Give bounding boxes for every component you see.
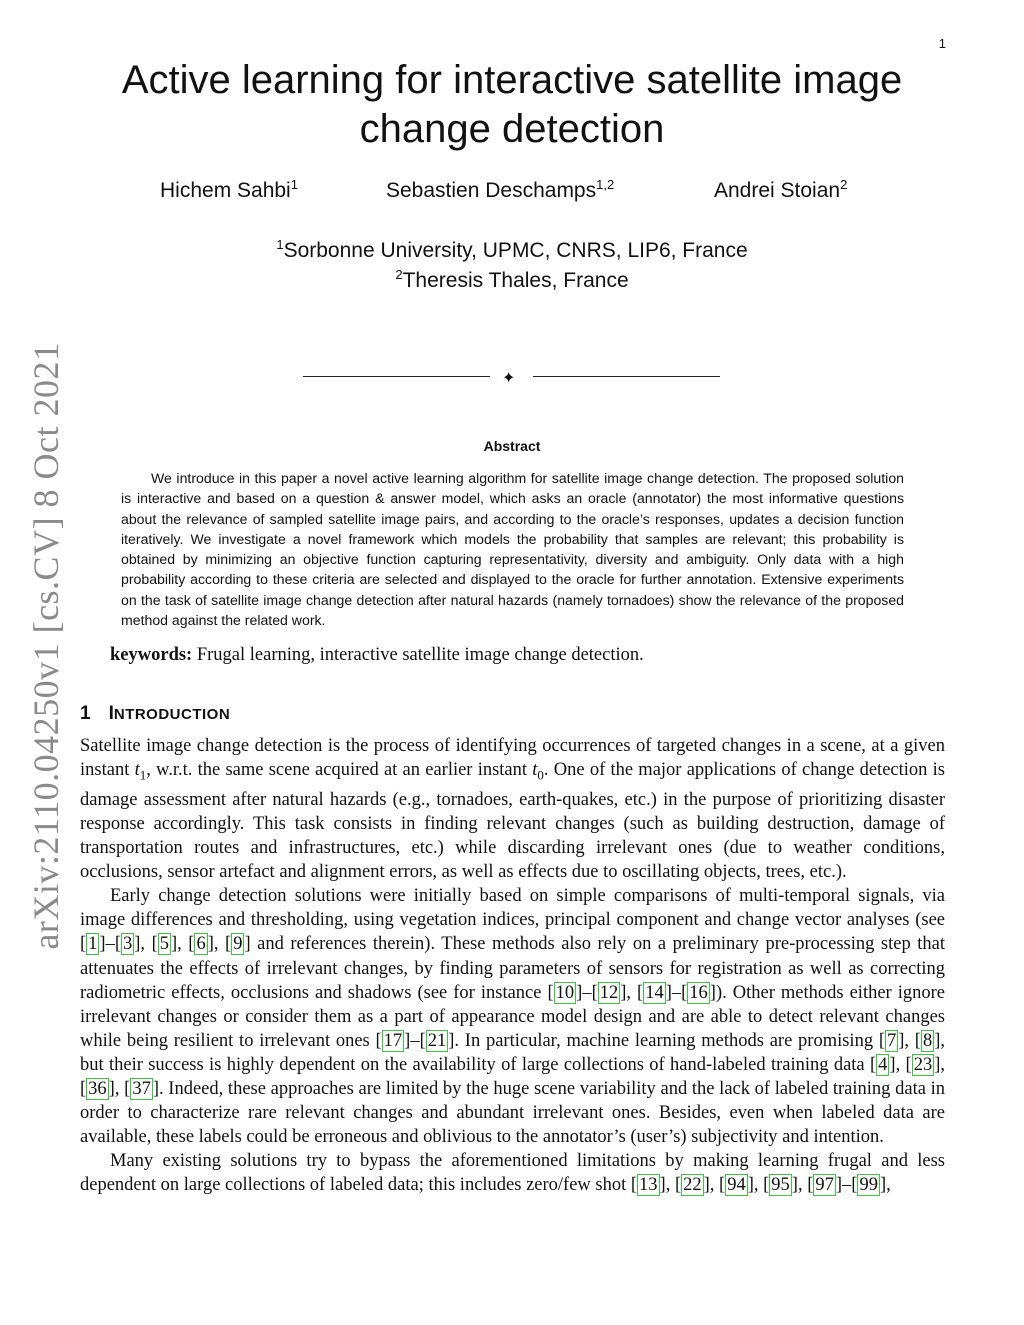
text-span: ], [ [80, 1054, 945, 1099]
author-name [714, 176, 848, 203]
text-span: ], [ [620, 982, 644, 1003]
paragraph [80, 884, 945, 1149]
affiliation-text: Theresis Thales, France [402, 269, 629, 292]
text-span: ], [ [170, 934, 195, 955]
author-affiliation-mark: 1 [290, 176, 298, 192]
citation-link[interactable]: 12 [599, 982, 619, 1003]
page-number: 1 [938, 36, 946, 51]
math-subscript: 1 [139, 767, 147, 783]
citation-link[interactable]: 1 [88, 934, 98, 955]
four-point-star-icon: ✦ [502, 370, 516, 387]
text-span: ]. Indeed, these approaches are limited by the huge scene variability and the lack of labeled training data in order to characterize rare relevant changes and abundant irrelevant ones. Besides, even when labeled data are available, these labels could be erroneous and oblivious to the annotator’s (user’s) subjectivity and intention. [80, 1079, 945, 1148]
citation-link[interactable]: 99 [859, 1175, 878, 1196]
citation-link[interactable]: 17 [383, 1030, 403, 1051]
citation-link[interactable]: 5 [159, 934, 169, 955]
citation-link[interactable]: 9 [233, 934, 243, 955]
section-heading [80, 703, 230, 725]
section-number: 1 [80, 703, 91, 724]
citation-link[interactable]: 8 [922, 1030, 933, 1051]
affiliation-line [0, 236, 1024, 266]
author-name-text: Sebastien Deschamps [386, 179, 597, 202]
citation-link[interactable]: 95 [771, 1175, 790, 1196]
divider-rule-left [303, 376, 490, 377]
citation-link[interactable]: 94 [727, 1175, 746, 1196]
text-span: ], [ [207, 934, 232, 955]
author-affiliation-mark: 1,2 [596, 176, 615, 192]
text-span: ]–[ [404, 1030, 426, 1051]
citation-link[interactable]: 22 [683, 1175, 702, 1196]
section-divider [300, 367, 724, 387]
text-span: ]. In particular, machine learning methods are promising [ [448, 1030, 885, 1051]
citation-link[interactable]: 4 [878, 1054, 888, 1075]
author-name [160, 176, 298, 203]
text-span: Satellite image change detection is the process of identifying occurrences of targeted changes in a scene, at a given instant [80, 736, 945, 781]
citation-link[interactable]: 3 [123, 934, 133, 955]
text-span: ], [ [898, 1030, 921, 1051]
text-span: ], [879, 1175, 891, 1196]
text-span: ], [ [747, 1175, 770, 1196]
text-span: ], [ [703, 1175, 726, 1196]
citation-link[interactable]: 13 [639, 1175, 658, 1196]
citation-link[interactable]: 16 [689, 982, 708, 1003]
text-span: ]–[ [665, 982, 688, 1003]
text-span: ]–[ [99, 934, 121, 955]
citation-link[interactable]: 37 [132, 1079, 151, 1099]
text-span: ], [ [659, 1175, 682, 1196]
author-name [386, 176, 615, 203]
citation-link[interactable]: 6 [196, 934, 206, 955]
author-name-text: Hichem Sahbi [160, 179, 291, 202]
affiliation-text: Sorbonne University, UPMC, CNRS, LIP6, France [283, 239, 748, 262]
citation-link[interactable]: 10 [555, 982, 575, 1003]
math-var-letter: t [532, 760, 538, 781]
text-span: ] and references therein). These methods also rely on a preliminary pre-processing step that attenuates the effects of irrelevant changes, by finding parameters of sensors for registration as well as correcting radiometric effects, occlusions and shadows (see for instance [ [80, 934, 945, 1003]
section-title-rest: NTRODUCTION [113, 706, 231, 723]
citation-link[interactable]: 97 [815, 1175, 834, 1196]
text-span: ], [ [108, 1079, 131, 1099]
affiliation-list [0, 236, 1024, 296]
citation-link[interactable]: 7 [887, 1030, 897, 1051]
keywords-line [110, 645, 930, 666]
paragraph [80, 1149, 945, 1197]
keywords-text: Frugal learning, interactive satellite image change detection. [192, 645, 644, 665]
math-variable [532, 760, 544, 783]
text-span: , w.r.t. the same scene acquired at an earlier instant [146, 760, 533, 781]
section-title-initial: I [108, 703, 114, 724]
text-span: ], [ [134, 934, 158, 955]
text-span: . One of the major applications of change detection is damage assessment after natural hazards (e.g., tornadoes, earth-quakes, etc.) in the purpose of prioritizing disaster response accordingly. This task consists in finding relevant changes (such as building destruction, damage of transportation routes and infrastructures, etc.) while discarding irrelevant ones (due to weather conditions, occlusions, sensor artefact and alignment errors, as well as effects due to oscillating objects, trees, etc.). [80, 760, 945, 883]
paragraph [80, 734, 945, 884]
citation-link[interactable]: 23 [913, 1054, 933, 1075]
abstract-text: We introduce in this paper a novel active learning algorithm for satellite image change detection. The proposed solution is interactive and based on a question & answer model, which asks an oracle (annotator) the most informative questions about the relevance of sampled satellite image pairs, and according to the oracle’s responses, updates a decision function iteratively. We investigate a novel framework which models the probability that samples are relevant; this probability is obtained by minimizing an objective function capturing representativity, diversity and ambiguity. Only data with a high probability according to these criteria are selected and displayed to the oracle for further annotation. Extensive experiments on the task of satellite image change detection after natural hazards (namely tornadoes) show the relevance of the proposed method against the related work. [121, 470, 904, 629]
text-span: ], [ [889, 1054, 912, 1075]
affiliation-mark: 1 [276, 236, 284, 252]
paper-title: Active learning for interactive satellite image change detection [121, 58, 903, 151]
text-span: ], [ [791, 1175, 814, 1196]
body-text [80, 734, 945, 1197]
affiliation-mark: 2 [395, 266, 403, 282]
text-span: Early change detection solutions were initially based on simple comparisons of multi-temporal signals, via image differences and thresholding, using vegetation indices, principal component and change vector analyses (see [ [80, 886, 945, 955]
math-subscript: 0 [537, 767, 544, 783]
math-variable [134, 760, 147, 783]
author-name-text: Andrei Stoian [714, 179, 841, 202]
math-var-letter: t [134, 760, 140, 781]
text-span: ]–[ [576, 982, 598, 1003]
divider-rule-right [533, 376, 720, 377]
text-span: ]–[ [835, 1175, 858, 1196]
text-span: ]). Other methods either ignore irrelevant changes or consider them as a part of appearance model design and are able to detect relevant changes while being resilient to irrelevant ones [ [80, 982, 945, 1051]
citation-link[interactable]: 36 [88, 1079, 107, 1099]
citation-link[interactable]: 14 [645, 982, 664, 1003]
author-affiliation-mark: 2 [840, 176, 848, 192]
text-span: Many existing solutions try to bypass the aforementioned limitations by making learning frugal and less dependent on large collections of labeled data; this includes zero/few shot [ [80, 1151, 945, 1196]
keywords-label: keywords: [110, 645, 193, 665]
abstract-heading: Abstract [483, 438, 541, 454]
affiliation-line [0, 266, 1024, 296]
text-span: ], but their success is highly dependent on the availability of large collections of hand-labeled training data [ [80, 1030, 945, 1075]
citation-link[interactable]: 21 [427, 1030, 447, 1051]
arxiv-identifier-stamp: arXiv:2110.04250v1 [cs.CV] 8 Oct 2021 [26, 342, 66, 950]
